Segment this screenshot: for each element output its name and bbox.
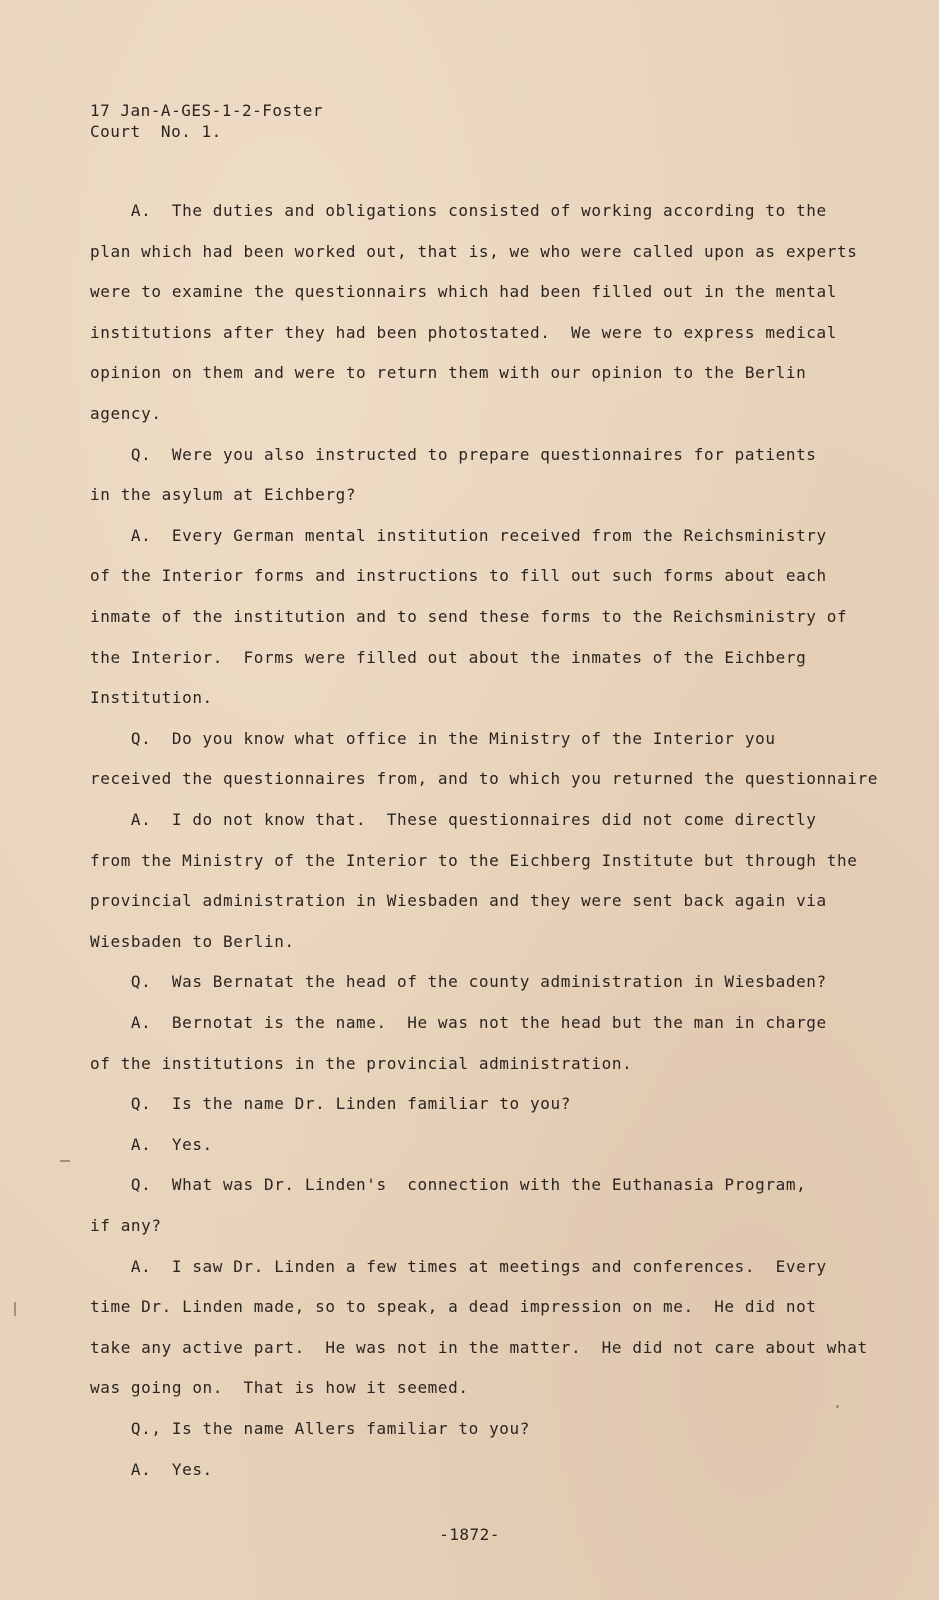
paper-mark [14, 1302, 16, 1316]
transcript-line: Wiesbaden to Berlin. [90, 931, 295, 951]
transcript-line: received the questionnaires from, and to which you returned the questionnaire [90, 769, 878, 789]
transcript-line: time Dr. Linden made, so to speak, a dead impression on me. He did not [90, 1297, 817, 1317]
transcript-line: of the institutions in the provincial administration. [90, 1053, 633, 1073]
transcript-line: A. Yes. [90, 1134, 213, 1154]
transcript-line: agency. [90, 404, 162, 423]
transcript-line: in the asylum at Eichberg? [90, 485, 357, 505]
transcript-line: opinion on them and were to return them with our opinion to the Berlin [90, 363, 807, 383]
transcript-line: Q., Is the name Allers familiar to you? [90, 1419, 531, 1438]
header-session-code: 17 Jan-A-GES-1-2-Foster [90, 101, 324, 120]
transcript-line: was going on. That is how it seemed. [90, 1378, 469, 1398]
transcript-line: Q. Is the name Dr. Linden familiar to you? [90, 1094, 571, 1114]
transcript-line: Q. Do you know what office in the Ministry of the Interior you [90, 728, 776, 748]
transcript-line: Q. Were you also instructed to prepare questionnaires for patients [90, 444, 817, 464]
transcript-line: inmate of the institution and to send these forms to the Reichsministry of [90, 607, 848, 626]
transcript-line: institutions after they had been photostated. We were to express medical [90, 322, 837, 342]
transcript-line: A. Every German mental institution received from the Reichsministry [90, 525, 827, 545]
page-number: -1872- [439, 1525, 500, 1544]
transcript-line: A. Bernotat is the name. He was not the head but the man in charge [90, 1013, 827, 1032]
transcript-line: A. I do not know that. These questionnaires did not come directly [90, 810, 817, 829]
transcript-line: if any? [90, 1216, 162, 1235]
transcript-line: from the Ministry of the Interior to the Eichberg Institute but through the [90, 850, 858, 870]
transcript-line: were to examine the questionnairs which had been filled out in the mental [90, 282, 837, 302]
transcript-line: provincial administration in Wiesbaden and they were sent back again via [90, 891, 827, 911]
transcript-line: A. I saw Dr. Linden a few times at meetings and conferences. Every [90, 1256, 827, 1276]
document-header [90, 100, 323, 142]
transcript-line: of the Interior forms and instructions to fill out such forms about each [90, 566, 827, 586]
transcript-line: plan which had been worked out, that is, we who were called upon as experts [90, 241, 858, 261]
transcript-line: A. Yes. [90, 1459, 213, 1479]
header-court: Court No. 1. [90, 122, 222, 141]
paper-mark [60, 1160, 70, 1162]
transcript-line: Institution. [90, 688, 213, 708]
paper-mark [836, 1405, 839, 1408]
transcript-line: the Interior. Forms were filled out about the inmates of the Eichberg [90, 647, 807, 667]
transcript-line: Q. What was Dr. Linden's connection with the Euthanasia Program, [90, 1175, 807, 1195]
transcript-line: A. The duties and obligations consisted of working according to the [90, 201, 827, 220]
transcript-line: take any active part. He was not in the matter. He did not care about what [90, 1337, 868, 1357]
transcript-line: Q. Was Bernatat the head of the county administration in Wiesbaden? [90, 972, 827, 992]
